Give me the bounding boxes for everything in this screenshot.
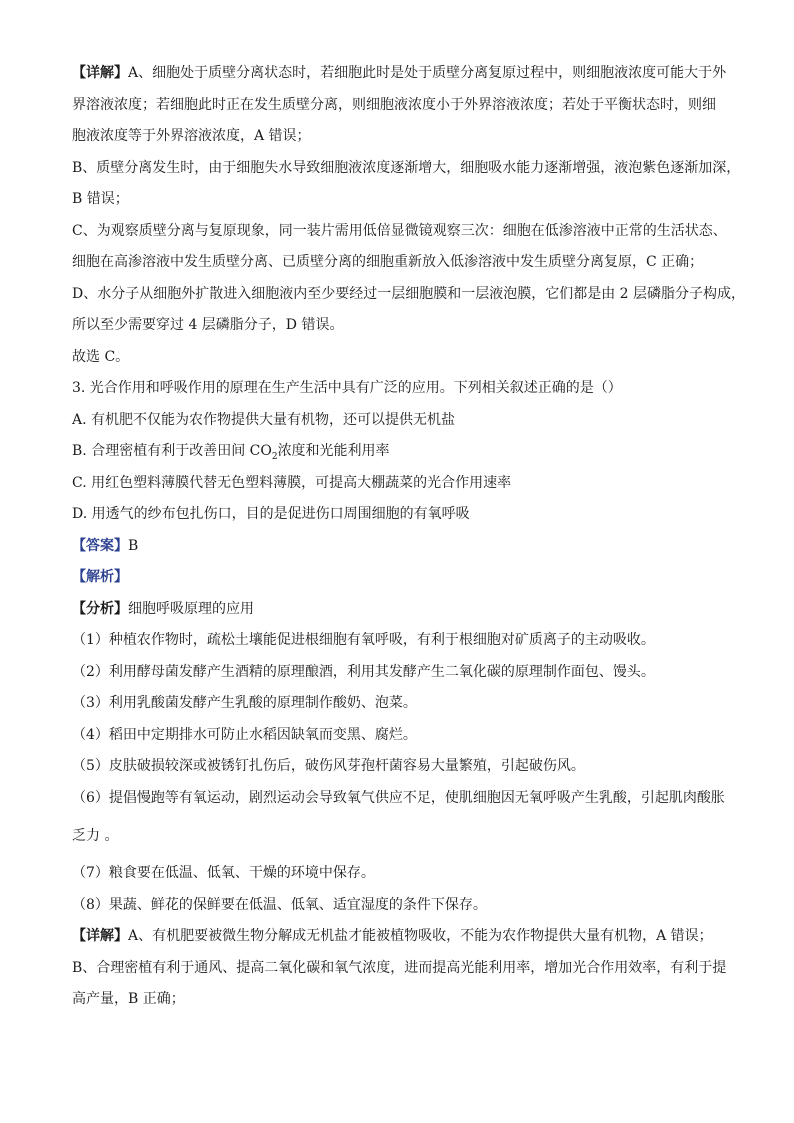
question-stem: 3. 光合作用和呼吸作用的原理在生产生活中具有广泛的应用。下列相关叙述正确的是（） xyxy=(72,380,622,396)
answer-value: B xyxy=(128,537,139,554)
analysis-tag xyxy=(72,562,732,594)
detail2-text-1: A、有机肥要被微生物分解成无机盐才能被植物吸收，不能为农作物提供大量有机物，A 错误； xyxy=(128,928,713,944)
analysis-item-2: （2）利用酵母菌发酵产生酒精的原理酿酒，利用其发酵产生二氧化碳的原理制作面包、馒头。 xyxy=(72,663,655,680)
analysis-item-4: （4）稻田中定期排水可防止水稻因缺氧而变黑、腐烂。 xyxy=(72,726,417,743)
option-b-subscript: 2 xyxy=(271,451,278,462)
analysis-item-1: （1）种植农作物时，疏松土壤能促进根细胞有氧呼吸，有利于根细胞对矿质离子的主动吸收。 xyxy=(72,632,655,648)
detail1-line-1 xyxy=(72,58,732,90)
option-a: A. 有机肥不仅能为农作物提供大量有机物，还可以提供无机盐 xyxy=(72,411,456,428)
detail2-line-1 xyxy=(72,921,732,953)
fenxi-line xyxy=(72,594,732,626)
conclusion: 故选 C。 xyxy=(72,348,130,365)
option-d: D. 用透气的纱布包扎伤口，目的是促进伤口周围细胞的有氧呼吸 xyxy=(72,506,470,522)
option-b-pre: B. 合理密植有利于改善田间 CO xyxy=(72,443,272,459)
option-b xyxy=(72,436,732,468)
detail1-line-8: D、水分子从细胞外扩散进入细胞液内至少要经过一层细胞膜和一层液泡膜，它们都是由 2 层磷脂分子构成， xyxy=(72,285,746,302)
analysis-item-6-cont: 乏力 。 xyxy=(72,828,119,844)
analysis-item-3: （3）利用乳酸菌发酵产生乳酸的原理制作酸奶、泡菜。 xyxy=(72,695,417,711)
detail1-line-5: B 错误； xyxy=(72,191,129,207)
detail1-line-9: 所以至少需要穿过 4 层磷脂分子，D 错误。 xyxy=(72,317,344,333)
detail1-text-1: A、细胞处于质壁分离状态时，若细胞此时是处于质壁分离复原过程中，则细胞液浓度可能大于外 xyxy=(128,65,727,81)
option-c: C. 用红色塑料薄膜代替无色塑料薄膜，可提高大棚蔬菜的光合作用速率 xyxy=(72,474,512,491)
fenxi-title: 细胞呼吸原理的应用 xyxy=(128,600,254,617)
answer-tag: 【答案】 xyxy=(72,537,128,554)
document-content xyxy=(72,58,746,1016)
option-b-post: 浓度和光能利用率 xyxy=(277,443,390,459)
analysis-item-5: （5）皮肤破损较深或被锈钉扎伤后，破伤风芽孢杆菌容易大量繁殖，引起破伤风。 xyxy=(72,758,585,774)
detail1-line-7: 细胞在高渗溶液中发生质壁分离、已质壁分离的细胞重新放入低渗溶液中发生质壁分离复原，C 正确； xyxy=(72,254,704,270)
fenxi-tag: 【分析】 xyxy=(72,600,128,617)
answer-line xyxy=(72,531,732,563)
detail1-line-6: C、为观察质壁分离与复原现象，同一装片需用低倍显微镜观察三次：细胞在低渗溶液中正常的生活状态、 xyxy=(72,222,727,239)
analysis-tag-text: 【解析】 xyxy=(72,569,128,585)
detail1-tag: 【详解】 xyxy=(72,65,128,81)
detail1-line-4: B、质壁分离发生时，由于细胞失水导致细胞液浓度逐渐增大，细胞吸水能力逐渐增强，液泡紫色逐渐加深， xyxy=(72,159,741,176)
detail1-line-2: 界溶液浓度；若细胞此时正在发生质壁分离，则细胞液浓度小于外界溶液浓度；若处于平衡状态时，则细 xyxy=(72,96,716,113)
detail2-line-3: 高产量，B 正确； xyxy=(72,991,185,1007)
analysis-item-8: （8）果蔬、鲜花的保鲜要在低温、低氧、适宜湿度的条件下保存。 xyxy=(72,896,487,913)
detail2-tag: 【详解】 xyxy=(72,928,128,944)
analysis-item-6: （6）提倡慢跑等有氧运动，剧烈运动会导致氧气供应不足，使肌细胞因无氧呼吸产生乳酸，引起肌肉酸胀 xyxy=(72,789,725,806)
detail2-line-2: B、合理密植有利于通风、提高二氧化碳和氧气浓度，进而提高光能利用率，增加光合作用效率，有利于提 xyxy=(72,959,727,976)
detail1-line-3: 胞液浓度等于外界溶液浓度，A 错误； xyxy=(72,128,311,144)
analysis-item-7: （7）粮食要在低温、低氧、干燥的环境中保存。 xyxy=(72,865,375,881)
